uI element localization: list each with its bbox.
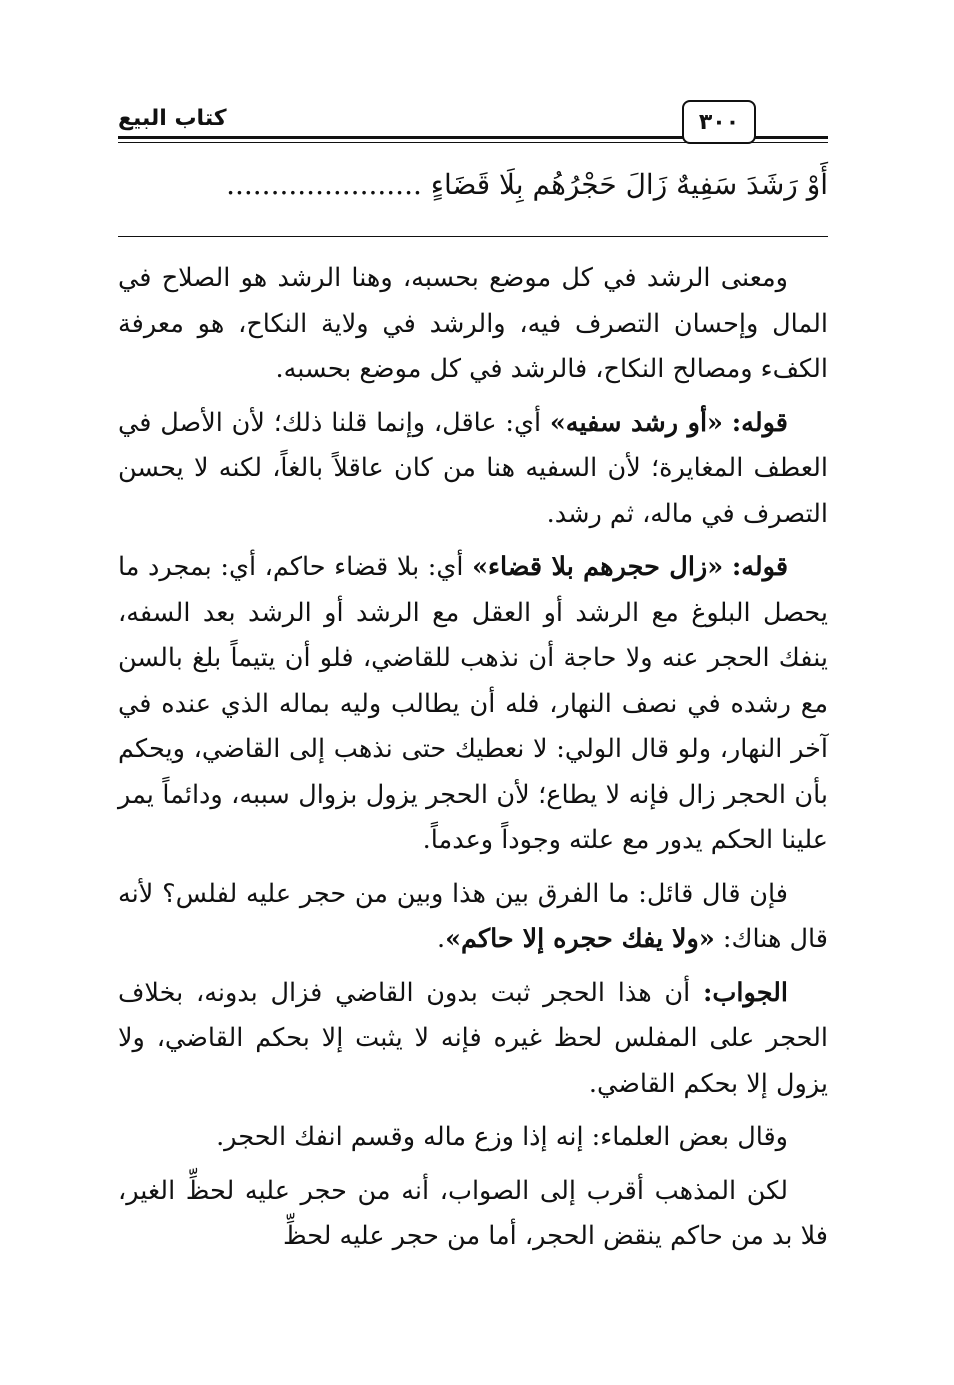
commentary-body: [118, 256, 828, 1268]
paragraph-label: قوله:: [731, 407, 788, 438]
paragraph: [118, 971, 828, 1108]
paragraph-text: أي: عاقل، وإنما قلنا ذلك؛ لأن الأصل في العطف المغايرة؛ لأن السفيه هنا من كان عاقلاً بالغاً، لكنه لا يحسن التصرف في ماله، ثم رشد.: [118, 407, 828, 529]
paragraph-text: أن هذا الحجر ثبت بدون القاضي فزال بدونه، بخلاف الحجر على المفلس لحظ غيره فإنه لا يثبت إلا بحكم القاضي، ولا يزول إلا بحكم القاضي.: [118, 977, 828, 1099]
page-header: [118, 100, 828, 148]
paragraph-text: وقال بعض العلماء: إنه إذا وزع ماله وقسم انفك الحجر.: [216, 1122, 788, 1152]
paragraph: [118, 872, 828, 963]
matn-text: أَوْ رَشَدَ سَفِيهٌ زَالَ حَجْرُهُم بِلَا قَضَاءٍ ......................: [226, 168, 828, 201]
paragraph-text: فإن قال قائل: ما الفرق بين هذا وبين من حجر عليه لفلس؟ لأنه قال هناك:: [118, 878, 828, 954]
paragraph: [118, 1169, 828, 1260]
paragraph-quote: «أو رشد سفيه»: [549, 407, 723, 438]
paragraph: [118, 1115, 828, 1161]
matn-separator: [118, 236, 828, 237]
paragraph-end: .: [437, 924, 446, 954]
paragraph: [118, 401, 828, 538]
paragraph-text: لكن المذهب أقرب إلى الصواب، أنه من حجر عليه لحظِّ الغير، فلا بد من حاكم ينقض الحجر، أما من حجر عليه لحظِّ: [118, 1175, 828, 1251]
book-title: كتاب البيع: [118, 106, 227, 131]
paragraph-quote: «زال حجرهم بلا قضاء»: [472, 552, 724, 582]
paragraph-text: أي: بلا قضاء حاكم، أي: بمجرد ما يحصل البلوغ مع الرشد أو العقل مع الرشد أو الرشد بعد السفه، ينفك الحجر عنه ولا حاجة أن نذهب للقاضي، فلو أن يتيماً بلغ بالسن مع رشده في نصف النهار، فله أن يطالب وليه بماله الذي عنده في آخر النهار، ولو قال الولي: لا نعطيك حتى نذهب إلى القاضي، ويحكم بأن الحجر زال فإنه لا يطاع؛ لأن الحجر يزول بزوال سببه، ودائماً يمر علينا الحكم يدور مع علته وجوداً وعدماً.: [118, 552, 828, 855]
paragraph-text: ومعنى الرشد في كل موضع بحسبه، وهنا الرشد هو الصلاح في المال وإحسان التصرف فيه، والرشد في ولاية النكاح، هو معرفة الكفء ومصالح النكاح، فالرشد في كل موضع بحسبه.: [118, 263, 828, 384]
paragraph-label: قوله:: [731, 552, 789, 582]
paragraph-label: الجواب:: [703, 977, 789, 1008]
paragraph-quote: «ولا يفك حجره إلا حاكم»: [445, 924, 715, 954]
page-number: ٣٠٠: [682, 100, 756, 144]
paragraph: [118, 545, 828, 864]
paragraph: [118, 256, 828, 393]
